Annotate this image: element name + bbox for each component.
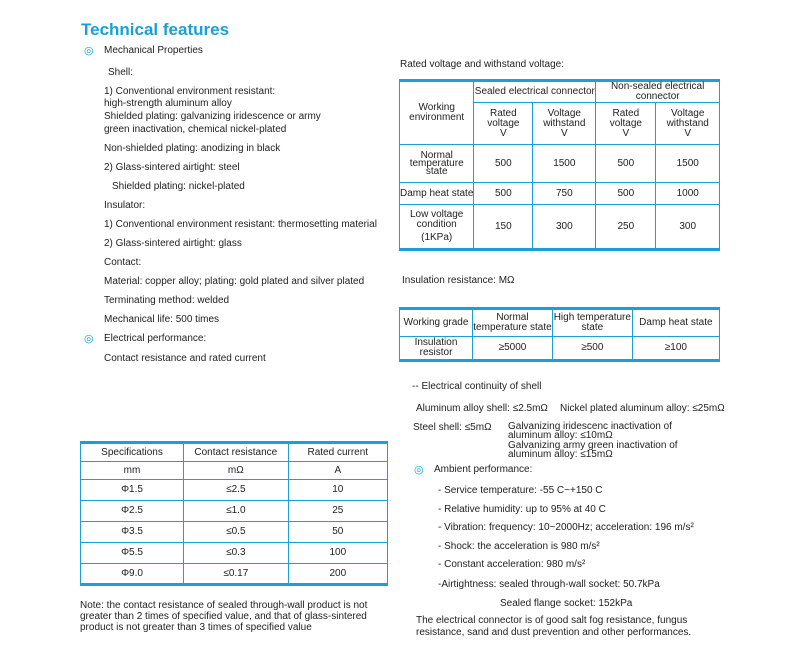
nonshield-line: Non-shielded plating: anodizing in black [104, 143, 281, 154]
table-row [400, 337, 720, 361]
insulator-label: Insulator: [104, 200, 146, 211]
nickel-line: Nickel plated aluminum alloy: ≤25mΩ [560, 403, 725, 414]
res-cell: ≤2.5 [184, 480, 289, 501]
army-line-1: Galvanizing army green inactivation of [508, 440, 678, 451]
galv-line-2: aluminum alloy: ≤10mΩ [508, 430, 613, 441]
value-cell: 1000 [656, 183, 720, 205]
res-cell: ≤0.17 [184, 564, 289, 585]
good-line-2: resistance, sand and dust prevention and other performances. [416, 627, 692, 638]
value-cell: 500 [474, 145, 533, 183]
voltage-heading: Rated voltage and withstand voltage: [400, 59, 564, 70]
spec-cell: Φ3.5 [81, 522, 184, 543]
spec-header: Specifications [81, 443, 184, 462]
value-cell: ≥500 [552, 337, 632, 361]
steel-line: Steel shell: ≤5mΩ [413, 422, 492, 433]
value-cell: 250 [596, 205, 656, 250]
value-cell: 500 [596, 183, 656, 205]
terminating-line: Terminating method: welded [104, 295, 230, 306]
res-header: Contact resistance [184, 443, 289, 462]
current-cell: 25 [288, 501, 387, 522]
high-temp-header: High temperature state [552, 309, 632, 337]
current-cell: 100 [288, 543, 387, 564]
value-cell: ≥5000 [473, 337, 553, 361]
value-cell: 500 [596, 145, 656, 183]
insulation-heading: Insulation resistance: MΩ [402, 275, 515, 286]
current-cell: 200 [288, 564, 387, 585]
conv-line-3: Shielded plating: galvanizing iridescence or army [104, 111, 321, 122]
note-line-3: product is not greater than 3 times of specified value [80, 622, 312, 633]
galv-line-1: Galvanizing iridescenc inactivation of [508, 421, 672, 432]
continuity-heading: -- Electrical continuity of shell [412, 381, 542, 392]
humidity-line: - Relative humidity: up to 95% at 40 C [438, 504, 606, 515]
glass-line: 2) Glass-sintered airtight: steel [104, 162, 240, 173]
glass-shield-line: Shielded plating: nickel-plated [112, 181, 245, 192]
value-cell: 1500 [656, 145, 720, 183]
spec-cell: Φ2.5 [81, 501, 184, 522]
double-circle-icon: ◎ [414, 464, 424, 476]
note-line-2: greater than 2 times of specified value, and that of glass-sintered [80, 611, 367, 622]
value-cell: ≥100 [632, 337, 719, 361]
current-unit: A [288, 462, 387, 480]
working-env-header: Working environment [400, 81, 474, 145]
alu-line: Aluminum alloy shell: ≤2.5mΩ [416, 403, 548, 414]
conv-line-4: green inactivation, chemical nickel-plated [104, 124, 287, 135]
rated-header: Rated voltage V [474, 103, 533, 145]
spec-cell: Φ9.0 [81, 564, 184, 585]
table-row [81, 543, 388, 564]
value-cell: 1500 [533, 145, 596, 183]
rated-header: Rated voltage V [596, 103, 656, 145]
value-cell: 500 [474, 183, 533, 205]
elec-heading: Electrical performance: [104, 333, 207, 344]
service-temp-line: - Service temperature: -55 C~+150 C [438, 485, 603, 496]
conv-line-1: 1) Conventional environment resistant: [104, 86, 276, 97]
ins-line-1: 1) Conventional environment resistant: thermosetting material [104, 219, 377, 230]
table-row [81, 522, 388, 543]
value-cell: 300 [533, 205, 596, 250]
table-row [81, 480, 388, 501]
ins-line-2: 2) Glass-sintered airtight: glass [104, 238, 242, 249]
good-line-1: The electrical connector is of good salt fog resistance, fungus [416, 615, 688, 626]
airtight-line: -Airtightness: sealed through-wall socket: 50.7kPa [438, 579, 660, 590]
row-label: Damp heat state [400, 183, 474, 205]
note-line-1: Note: the contact resistance of sealed through-wall product is not [80, 600, 368, 611]
shock-line: - Shock: the acceleration is 980 m/s² [438, 541, 600, 552]
double-circle-icon: ◎ [84, 45, 94, 57]
life-line: Mechanical life: 500 times [104, 314, 220, 325]
nonsealed-header: Non-sealed electrical connector [596, 81, 720, 103]
current-header: Rated current [288, 443, 387, 462]
spec-cell: Φ1.5 [81, 480, 184, 501]
current-cell: 10 [288, 480, 387, 501]
conv-line-2: high-strength aluminum alloy [104, 98, 232, 109]
spec-cell: Φ5.5 [81, 543, 184, 564]
table-row [81, 501, 388, 522]
voltage-table [399, 79, 720, 251]
spec-unit: mm [81, 462, 184, 480]
constant-accel-line: - Constant acceleration: 980 m/s² [438, 559, 586, 570]
res-cell: ≤0.3 [184, 543, 289, 564]
withstand-header: Voltage withstand V [656, 103, 720, 145]
contact-res-line: Contact resistance and rated current [104, 353, 266, 364]
ambient-heading: Ambient performance: [434, 464, 533, 475]
working-grade-header: Working grade [400, 309, 473, 337]
army-line-2: aluminum alloy: ≤15mΩ [508, 449, 613, 460]
value-cell: 150 [474, 205, 533, 250]
spec-table [80, 441, 388, 586]
value-cell: 300 [656, 205, 720, 250]
sealed-header: Sealed electrical connector [474, 81, 596, 103]
insulation-table [399, 307, 720, 362]
row-label: Insulation resistor [400, 337, 473, 361]
row-label: Low voltage condition (1KPa) [400, 205, 474, 250]
table-row [400, 183, 720, 205]
mech-heading: Mechanical Properties [104, 45, 203, 56]
damp-header: Damp heat state [632, 309, 719, 337]
normal-header: Normal temperature state [473, 309, 553, 337]
row-label: Normal temperature state [400, 145, 474, 183]
shell-label: Shell: [108, 67, 134, 78]
table-row [400, 145, 720, 183]
res-cell: ≤0.5 [184, 522, 289, 543]
value-cell: 750 [533, 183, 596, 205]
table-row [81, 564, 388, 585]
table-row [400, 205, 720, 250]
page-title: Technical features [81, 20, 230, 39]
vibration-line: - Vibration: frequency: 10~2000Hz; acceleration: 196 m/s² [438, 522, 694, 533]
contact-label: Contact: [104, 257, 142, 268]
current-cell: 50 [288, 522, 387, 543]
double-circle-icon: ◎ [84, 333, 94, 345]
withstand-header: Voltage withstand V [533, 103, 596, 145]
res-cell: ≤1.0 [184, 501, 289, 522]
flange-line: Sealed flange socket: 152kPa [500, 598, 633, 609]
res-unit: mΩ [184, 462, 289, 480]
material-line: Material: copper alloy; plating: gold plated and silver plated [104, 276, 365, 287]
